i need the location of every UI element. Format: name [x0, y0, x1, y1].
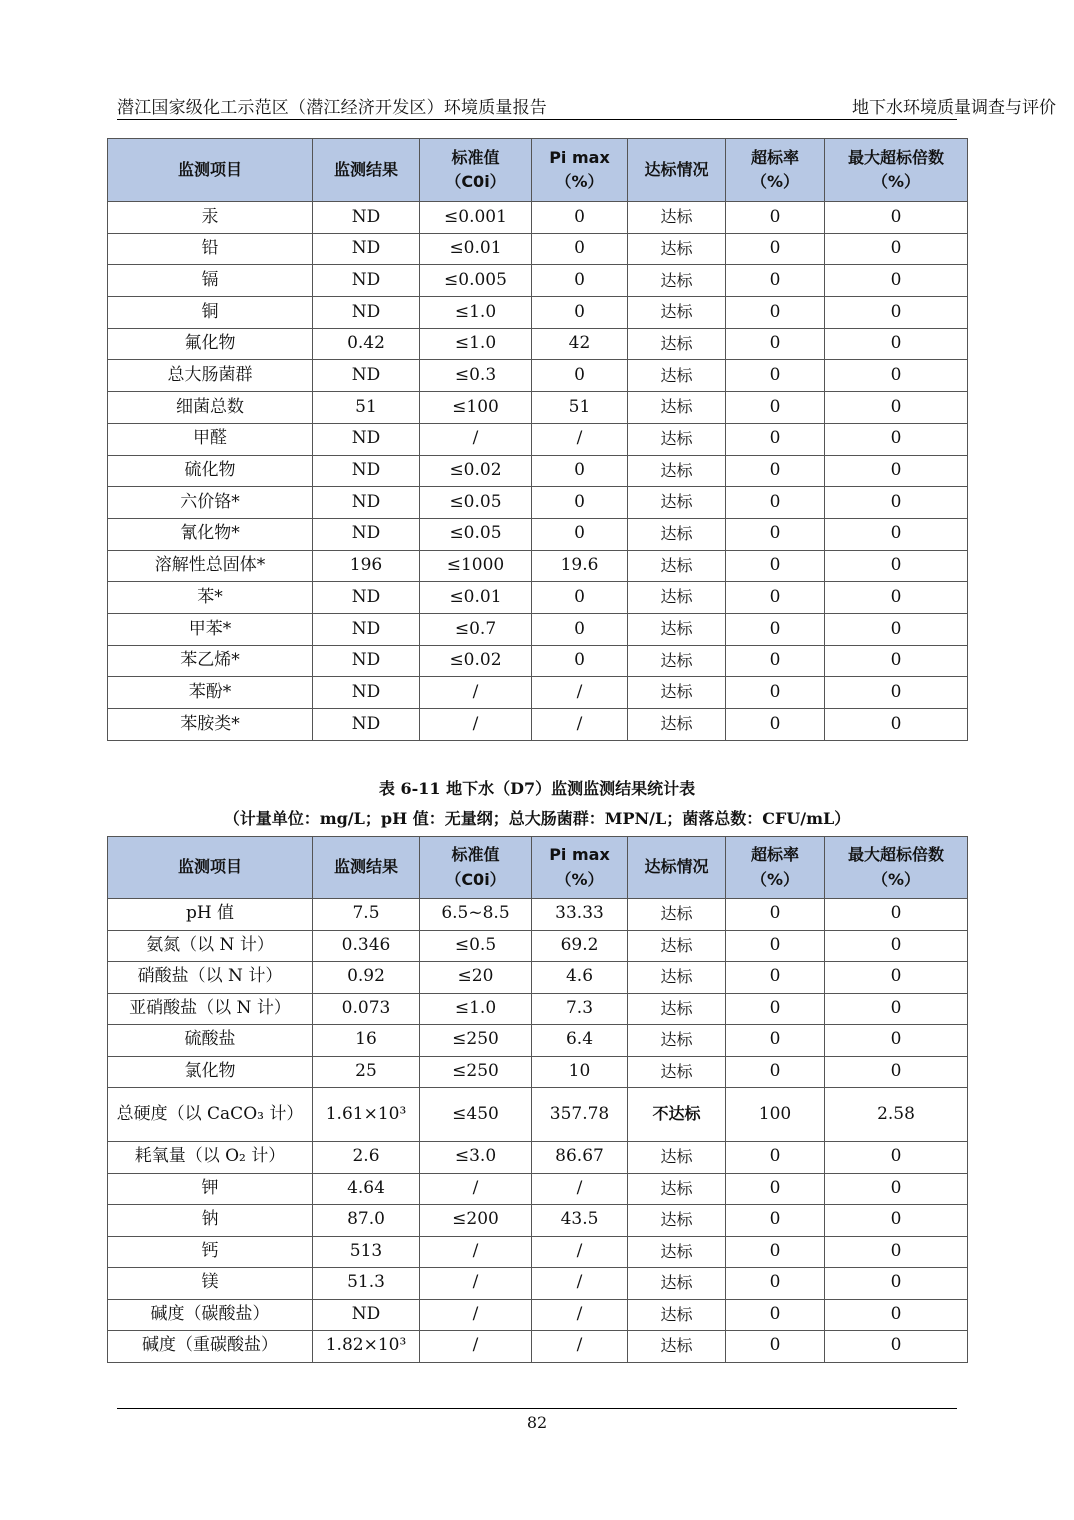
running-header-section: 地下水环境质量调查与评价	[852, 98, 1056, 118]
table-cell: 0	[726, 645, 825, 677]
table-cell: 苯*	[108, 582, 313, 614]
table-cell: 氟化物	[108, 328, 313, 360]
table-cell: 0	[726, 1056, 825, 1088]
table-cell: ND	[313, 202, 420, 234]
table-cell: ≤0.001	[420, 202, 532, 234]
table-row	[108, 1205, 968, 1237]
table-row	[108, 645, 968, 677]
table-cell: 0	[726, 1236, 825, 1268]
table-cell: 513	[313, 1236, 420, 1268]
table-cell: 钾	[108, 1173, 313, 1205]
table-cell: 0	[726, 899, 825, 931]
table-cell: 0	[726, 962, 825, 994]
table-cell: 0	[825, 930, 968, 962]
table-cell: 0	[726, 423, 825, 455]
header-rule	[117, 119, 957, 120]
table-cell: 0	[825, 360, 968, 392]
table-cell: 2.6	[313, 1142, 420, 1174]
table-cell: 0	[726, 202, 825, 234]
table-cell: 0	[825, 1142, 968, 1174]
table-cell: ND	[313, 582, 420, 614]
table-cell: 10	[532, 1056, 628, 1088]
table-cell: 钙	[108, 1236, 313, 1268]
column-header	[532, 837, 628, 899]
table-cell: 硫酸盐	[108, 1025, 313, 1057]
table-cell: 达标	[628, 993, 726, 1025]
table-cell: 镁	[108, 1268, 313, 1300]
column-header-label: 标准值	[451, 147, 500, 167]
footer-rule	[117, 1408, 957, 1409]
table-row	[108, 1268, 968, 1300]
column-header-label: 监测项目	[177, 857, 242, 877]
table-cell: /	[532, 1299, 628, 1331]
table-cell: 0	[726, 993, 825, 1025]
table-row	[108, 1056, 968, 1088]
table-cell: 0	[726, 1268, 825, 1300]
column-header	[532, 139, 628, 202]
column-header	[825, 139, 968, 202]
table-cell: 0	[825, 1205, 968, 1237]
table-body	[108, 899, 968, 1363]
table-cell: 溶解性总固体*	[108, 550, 313, 582]
table-cell: ≤0.05	[420, 518, 532, 550]
table-cell: 0	[726, 392, 825, 424]
table-cell: 碱度（重碳酸盐）	[108, 1331, 313, 1363]
table-cell: /	[532, 1331, 628, 1363]
column-header-label: 最大超标倍数	[847, 845, 944, 865]
table-header-row	[108, 139, 968, 202]
table-cell: ND	[313, 360, 420, 392]
table-cell: 0	[726, 328, 825, 360]
column-header	[420, 837, 532, 899]
table-cell: 达标	[628, 297, 726, 329]
table-cell: ND	[313, 1299, 420, 1331]
column-header-label: 监测结果	[333, 159, 398, 179]
column-header-unit: （%）	[555, 869, 604, 889]
table-cell: 达标	[628, 423, 726, 455]
table-cell: 0.42	[313, 328, 420, 360]
table-cell: ≤1.0	[420, 993, 532, 1025]
table-cell: 达标	[628, 1205, 726, 1237]
column-header-label: Pi max	[549, 845, 610, 865]
table-cell: ≤0.05	[420, 487, 532, 519]
table-cell: 0	[726, 613, 825, 645]
table-cell: 357.78	[532, 1088, 628, 1142]
table-cell: 0	[825, 1056, 968, 1088]
table-cell: 总大肠菌群	[108, 360, 313, 392]
column-header-label: 超标率	[750, 147, 799, 167]
table-cell: ≤0.5	[420, 930, 532, 962]
table-cell: 达标	[628, 360, 726, 392]
table-cell: 铅	[108, 233, 313, 265]
column-header	[628, 139, 726, 202]
table-cell: 达标	[628, 1025, 726, 1057]
table-cell: /	[420, 709, 532, 741]
table-cell: 0	[532, 297, 628, 329]
table-cell: ≤0.02	[420, 455, 532, 487]
table-cell: 0	[726, 1205, 825, 1237]
table-cell: 16	[313, 1025, 420, 1057]
table-cell: 0	[825, 993, 968, 1025]
table-cell: 达标	[628, 1299, 726, 1331]
table-cell: 汞	[108, 202, 313, 234]
table-cell: 0.073	[313, 993, 420, 1025]
table-cell: 0	[825, 328, 968, 360]
table-cell: 1.61×10³	[313, 1088, 420, 1142]
column-header	[825, 837, 968, 899]
table-cell: 0	[825, 1331, 968, 1363]
table-cell: 0	[726, 709, 825, 741]
table-cell: 达标	[628, 265, 726, 297]
table-cell: /	[420, 1173, 532, 1205]
table-cell: ND	[313, 677, 420, 709]
table-row	[108, 899, 968, 931]
table-row	[108, 582, 968, 614]
table-cell: 86.67	[532, 1142, 628, 1174]
column-header-label: 达标情况	[644, 857, 709, 877]
table-cell: 达标	[628, 1142, 726, 1174]
table-cell: 7.3	[532, 993, 628, 1025]
table-cell: 0	[825, 392, 968, 424]
table-cell: 0	[825, 645, 968, 677]
table-cell: 达标	[628, 1173, 726, 1205]
table-cell: 4.6	[532, 962, 628, 994]
table-cell: /	[420, 1299, 532, 1331]
table-cell: 0	[532, 582, 628, 614]
table-cell: 7.5	[313, 899, 420, 931]
table-cell: 0	[825, 582, 968, 614]
table-cell: ≤250	[420, 1025, 532, 1057]
table-cell: /	[420, 1236, 532, 1268]
table-row	[108, 550, 968, 582]
table-cell: pH 值	[108, 899, 313, 931]
table-cell: 1.82×10³	[313, 1331, 420, 1363]
table-row	[108, 233, 968, 265]
table-row	[108, 1088, 968, 1142]
table-cell: /	[532, 677, 628, 709]
table-cell: 达标	[628, 962, 726, 994]
column-header	[313, 837, 420, 899]
column-header-label: 监测结果	[333, 857, 398, 877]
monitoring-results-table-continued	[107, 138, 968, 741]
table-cell: 69.2	[532, 930, 628, 962]
table-cell: 19.6	[532, 550, 628, 582]
table-cell: 达标	[628, 392, 726, 424]
table-cell: 0	[726, 1142, 825, 1174]
column-header-label: 超标率	[750, 845, 799, 865]
table-row	[108, 360, 968, 392]
table-row	[108, 455, 968, 487]
table-row	[108, 993, 968, 1025]
table-cell: 0.92	[313, 962, 420, 994]
table-cell: 达标	[628, 677, 726, 709]
column-header-label: 最大超标倍数	[847, 147, 944, 167]
table-cell: 0	[532, 265, 628, 297]
table-cell: 0	[825, 233, 968, 265]
column-header	[726, 837, 825, 899]
table-row	[108, 423, 968, 455]
table-cell: ND	[313, 423, 420, 455]
column-header-unit: （%）	[871, 172, 921, 191]
table-cell: 0	[825, 1299, 968, 1331]
column-header-unit: （%）	[750, 869, 800, 889]
table-cell: 0	[726, 582, 825, 614]
table-cell: ≤1.0	[420, 297, 532, 329]
table-cell: ≤0.02	[420, 645, 532, 677]
table-row	[108, 709, 968, 741]
table-cell: ≤200	[420, 1205, 532, 1237]
column-header-label: 标准值	[451, 845, 500, 865]
table-row	[108, 1173, 968, 1205]
d7-monitoring-results-table	[107, 836, 968, 1363]
column-header-unit: （C0i）	[445, 172, 506, 191]
table-cell: ≤250	[420, 1056, 532, 1088]
table-row	[108, 677, 968, 709]
table-cell: 0	[532, 645, 628, 677]
table-cell: 硫化物	[108, 455, 313, 487]
column-header-unit: （%）	[871, 869, 921, 889]
table-cell: 0	[532, 613, 628, 645]
table-cell: 51	[532, 392, 628, 424]
table-cell: 钠	[108, 1205, 313, 1237]
table-cell: 0	[726, 1331, 825, 1363]
table-row	[108, 1025, 968, 1057]
table-cell: ND	[313, 645, 420, 677]
table-units-note: （计量单位：mg/L；pH 值：无量纲；总大肠菌群：MPN/L；菌落总数：CFU/mL）	[223, 809, 851, 828]
table-cell: 氨氮（以 N 计）	[108, 930, 313, 962]
table-cell: ≤3.0	[420, 1142, 532, 1174]
table-cell: 达标	[628, 202, 726, 234]
table-row	[108, 1142, 968, 1174]
table-cell: 0	[726, 265, 825, 297]
column-header	[313, 139, 420, 202]
table-cell: 0	[825, 1173, 968, 1205]
table-cell: /	[420, 1268, 532, 1300]
table-cell: 0	[726, 1299, 825, 1331]
table-cell: 六价铬*	[108, 487, 313, 519]
table-cell: 达标	[628, 709, 726, 741]
table-cell: 2.58	[825, 1088, 968, 1142]
table-cell: 达标	[628, 328, 726, 360]
table-cell: ND	[313, 265, 420, 297]
column-header	[628, 837, 726, 899]
running-header-title: 潜江国家级化工示范区（潜江经济开发区）环境质量报告	[117, 98, 547, 118]
column-header-label: Pi max	[549, 147, 610, 167]
table-row	[108, 392, 968, 424]
table-cell: 氯化物	[108, 1056, 313, 1088]
table-cell: ND	[313, 518, 420, 550]
table-cell: ≤0.7	[420, 613, 532, 645]
table-cell: 0	[726, 1025, 825, 1057]
column-header	[108, 837, 313, 899]
table-cell: 甲苯*	[108, 613, 313, 645]
table-cell: /	[532, 1173, 628, 1205]
table-cell: 达标	[628, 930, 726, 962]
table-cell: 氰化物*	[108, 518, 313, 550]
table-cell: 0	[825, 297, 968, 329]
table-cell: 达标	[628, 233, 726, 265]
table-cell: 51	[313, 392, 420, 424]
table-cell: 87.0	[313, 1205, 420, 1237]
table-cell: ≤20	[420, 962, 532, 994]
table-cell: 达标	[628, 582, 726, 614]
table-cell: 0	[825, 677, 968, 709]
table-cell: 苯酚*	[108, 677, 313, 709]
table-cell: /	[420, 1331, 532, 1363]
table-cell: 达标	[628, 1331, 726, 1363]
table-cell: 0	[726, 233, 825, 265]
table-cell: 0	[726, 455, 825, 487]
table-header-row	[108, 837, 968, 899]
table-row	[108, 613, 968, 645]
table-cell: 达标	[628, 645, 726, 677]
table-cell: 0.346	[313, 930, 420, 962]
column-header-label: 达标情况	[644, 159, 709, 179]
table-cell: ND	[313, 297, 420, 329]
table-row	[108, 518, 968, 550]
table-cell: 0	[825, 455, 968, 487]
table-cell: ≤450	[420, 1088, 532, 1142]
table-row	[108, 1236, 968, 1268]
column-header-unit: （%）	[750, 172, 800, 191]
table-body	[108, 202, 968, 741]
table-cell: 达标	[628, 1056, 726, 1088]
table-cell: 达标	[628, 613, 726, 645]
table-caption: 表 6-11 地下水（D7）监测监测结果统计表	[378, 779, 696, 798]
table-cell: 0	[532, 455, 628, 487]
table-row	[108, 265, 968, 297]
table-row	[108, 1331, 968, 1363]
table-cell: 0	[726, 518, 825, 550]
table-cell: 33.33	[532, 899, 628, 931]
table-cell: 196	[313, 550, 420, 582]
table-cell: 0	[825, 1236, 968, 1268]
table-cell: 0	[825, 1025, 968, 1057]
table-cell: /	[532, 423, 628, 455]
table-cell: ND	[313, 613, 420, 645]
table-cell: 耗氧量（以 O₂ 计）	[108, 1142, 313, 1174]
table-cell: 6.5~8.5	[420, 899, 532, 931]
table-cell: 0	[825, 1268, 968, 1300]
table-cell: 亚硝酸盐（以 N 计）	[108, 993, 313, 1025]
table-cell: /	[420, 423, 532, 455]
table-cell: 0	[825, 487, 968, 519]
table-row	[108, 202, 968, 234]
table-cell: ≤0.01	[420, 233, 532, 265]
table-cell: 0	[825, 709, 968, 741]
table-cell: ≤0.005	[420, 265, 532, 297]
table-cell: 0	[825, 202, 968, 234]
table-cell: 总硬度（以 CaCO₃ 计）	[108, 1088, 313, 1142]
table-cell: 0	[825, 265, 968, 297]
column-header	[420, 139, 532, 202]
table-cell: 达标	[628, 550, 726, 582]
table-row	[108, 328, 968, 360]
table-cell: /	[532, 709, 628, 741]
table-cell: 0	[532, 360, 628, 392]
table-row	[108, 962, 968, 994]
table-cell: 0	[825, 518, 968, 550]
table-cell: /	[420, 677, 532, 709]
table-cell: 0	[825, 962, 968, 994]
table-cell: 0	[532, 518, 628, 550]
table-cell: 0	[726, 360, 825, 392]
page-number: 82	[526, 1413, 548, 1432]
table-cell: 0	[726, 297, 825, 329]
table-cell: ≤0.01	[420, 582, 532, 614]
table-cell: 达标	[628, 1236, 726, 1268]
column-header-label: 监测项目	[177, 159, 242, 179]
table-cell: 51.3	[313, 1268, 420, 1300]
table-cell: 4.64	[313, 1173, 420, 1205]
table-cell: /	[532, 1268, 628, 1300]
table-cell: 达标	[628, 487, 726, 519]
column-header	[726, 139, 825, 202]
table-cell: 达标	[628, 1268, 726, 1300]
column-header	[108, 139, 313, 202]
table-cell: 0	[726, 550, 825, 582]
table-cell: 达标	[628, 455, 726, 487]
table-cell: ND	[313, 233, 420, 265]
table-cell: ≤1000	[420, 550, 532, 582]
table-cell: ND	[313, 487, 420, 519]
table-cell: 硝酸盐（以 N 计）	[108, 962, 313, 994]
table-cell: ≤0.3	[420, 360, 532, 392]
table-row	[108, 1299, 968, 1331]
table-cell: 0	[532, 233, 628, 265]
table-cell: 0	[726, 930, 825, 962]
table-cell: 达标	[628, 518, 726, 550]
table-cell: 0	[532, 202, 628, 234]
table-cell: /	[532, 1236, 628, 1268]
table-cell: 0	[726, 1173, 825, 1205]
table-cell: 6.4	[532, 1025, 628, 1057]
table-cell: 0	[825, 550, 968, 582]
table-cell: 达标	[628, 899, 726, 931]
table-row	[108, 297, 968, 329]
table-cell: 0	[825, 899, 968, 931]
table-cell: 镉	[108, 265, 313, 297]
table-cell: 0	[532, 487, 628, 519]
table-cell: 0	[825, 613, 968, 645]
column-header-unit: （C0i）	[445, 869, 506, 889]
table-cell: ND	[313, 709, 420, 741]
table-cell: ≤1.0	[420, 328, 532, 360]
table-cell: 42	[532, 328, 628, 360]
table-row	[108, 487, 968, 519]
table-cell: 0	[726, 487, 825, 519]
table-cell: 100	[726, 1088, 825, 1142]
table-cell: 碱度（碳酸盐）	[108, 1299, 313, 1331]
table-cell: ND	[313, 455, 420, 487]
table-cell: 25	[313, 1056, 420, 1088]
table-cell: 苯胺类*	[108, 709, 313, 741]
table-row	[108, 930, 968, 962]
table-cell: 43.5	[532, 1205, 628, 1237]
table-cell: 0	[726, 677, 825, 709]
column-header-unit: （%）	[555, 172, 604, 191]
table-cell: 0	[825, 423, 968, 455]
table-cell: 苯乙烯*	[108, 645, 313, 677]
table-cell: 不达标	[628, 1088, 726, 1142]
table-cell: ≤100	[420, 392, 532, 424]
table-cell: 细菌总数	[108, 392, 313, 424]
table-cell: 铜	[108, 297, 313, 329]
table-cell: 甲醛	[108, 423, 313, 455]
